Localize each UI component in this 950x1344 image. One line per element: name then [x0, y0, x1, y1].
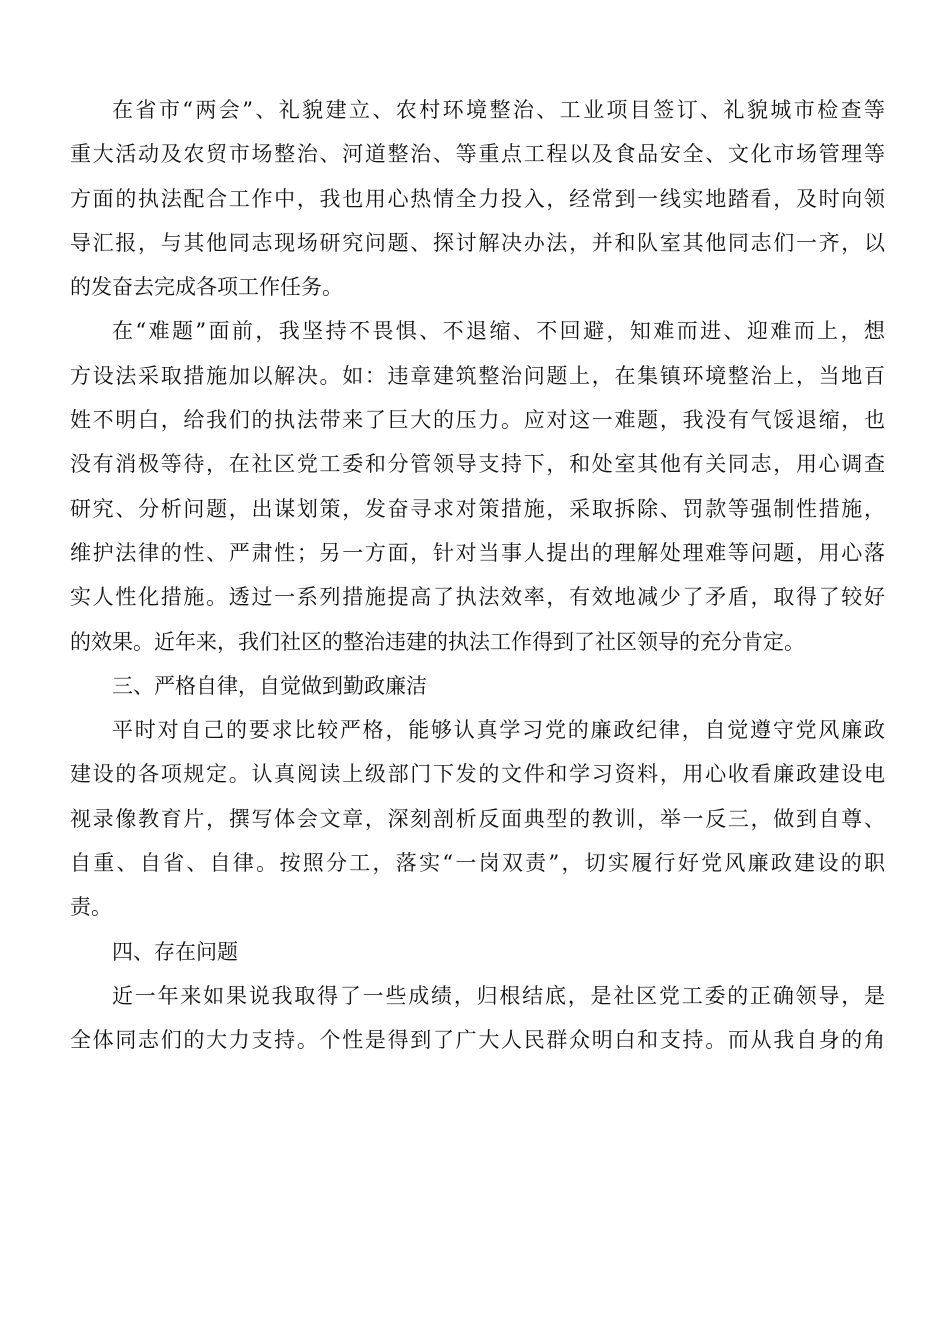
text-line: 建设的各项规定。认真阅读上级部门下发的文件和学习资料，用心收看廉政建设电	[70, 762, 885, 787]
text-line: 方面的执法配合工作中，我也用心热情全力投入，经常到一线实地踏看，及时向领	[70, 186, 885, 211]
text-line: 视录像教育片，撰写体会文章，深刻剖析反面典型的教训，举一反三，做到自尊、	[70, 806, 885, 831]
text-line: 导汇报，与其他同志现场研究问题、探讨解决办法，并和队室其他同志们一齐，以	[70, 230, 885, 255]
section-heading	[70, 664, 885, 708]
text-line: 的发奋去完成各项工作任务。	[70, 275, 343, 300]
paragraph	[70, 309, 885, 663]
heading-text: 四、存在问题	[112, 939, 238, 964]
text-line: 自重、自省、自律。按照分工，落实“一岗双责”，切实履行好党风廉政建设的职	[70, 851, 885, 876]
document-page	[70, 88, 885, 1063]
text-line: 研究、分析问题，出谋划策，发奋寻求对策措施，采取拆除、罚款等强制性措施，	[70, 496, 885, 521]
paragraph	[70, 708, 885, 929]
text-line: 平时对自己的要求比较严格，能够认真学习党的廉政纪律，自觉遵守党风廉政	[112, 718, 885, 743]
text-line: 重大活动及农贸市场整治、河道整治、等重点工程以及食品安全、文化市场管理等	[70, 142, 885, 167]
paragraph	[70, 974, 885, 1063]
text-line: 在省市“两会”、礼貌建立、农村环境整治、工业项目签订、礼貌城市检查等	[112, 98, 885, 122]
paragraph	[70, 88, 885, 309]
text-line: 方设法采取措施加以解决。如：违章建筑整治问题上，在集镇环境整治上，当地百	[70, 363, 885, 388]
heading-text: 三、严格自律，自觉做到勤政廉洁	[112, 673, 427, 698]
text-line: 近一年来如果说我取得了一些成绩，归根结底，是社区党工委的正确领导，是	[112, 983, 885, 1008]
text-line: 实人性化措施。透过一系列措施提高了执法效率，有效地减少了矛盾，取得了较好	[70, 585, 885, 610]
text-line: 姓不明白，给我们的执法带来了巨大的压力。应对这一难题，我没有气馁退缩，也	[70, 408, 885, 433]
text-line: 维护法律的性、严肃性；另一方面，针对当事人提出的理解处理难等问题，用心落	[70, 540, 885, 565]
text-line: 的效果。近年来，我们社区的整治违建的执法工作得到了社区领导的充分肯定。	[70, 629, 805, 654]
text-line: 在“难题”面前，我坚持不畏惧、不退缩、不回避，知难而进、迎难而上，想	[112, 319, 885, 344]
section-heading	[70, 930, 885, 974]
text-line: 没有消极等待，在社区党工委和分管领导支持下，和处室其他有关同志，用心调查	[70, 452, 885, 477]
text-line: 全体同志们的大力支持。个性是得到了广大人民群众明白和支持。而从我自身的角	[70, 1028, 885, 1053]
text-line: 责。	[70, 895, 112, 920]
